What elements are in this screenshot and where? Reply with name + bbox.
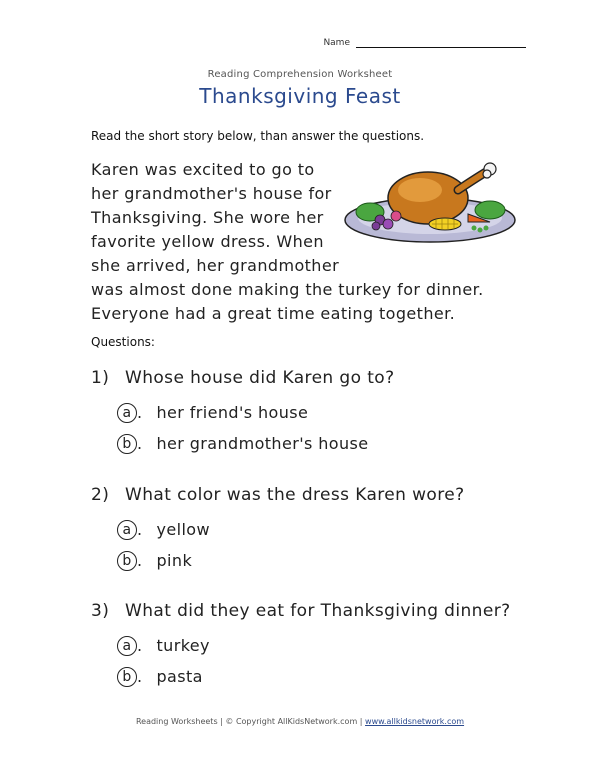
roast-turkey-platter-icon (340, 160, 520, 250)
question-3 (91, 601, 531, 692)
answer-letter-circle[interactable]: b (117, 667, 137, 687)
story-line: was almost done making the turkey for dinner. (91, 280, 484, 299)
answer-text: her friend's house (156, 403, 309, 422)
story-line: her grandmother's house for (91, 184, 332, 203)
name-label: Name (323, 38, 350, 48)
story-line: Karen was excited to go to (91, 160, 315, 179)
answer-letter-circle[interactable]: a (117, 636, 137, 656)
answer-letter-circle[interactable]: b (117, 551, 137, 571)
answer-letter-circle[interactable]: b (117, 434, 137, 454)
question-number: 2) (91, 485, 110, 505)
answer-text: pasta (156, 667, 203, 686)
question-2 (91, 485, 531, 576)
story-line: Everyone had a great time eating together. (91, 304, 456, 323)
question-number: 1) (91, 368, 110, 388)
questions-label: Questions: (91, 335, 155, 349)
answer-option[interactable]: b . pink (117, 545, 531, 576)
question-1 (91, 368, 531, 459)
answer-option[interactable]: b . her grandmother's house (117, 428, 531, 459)
answer-text: yellow (156, 520, 210, 539)
footer-link[interactable]: www.allkidsnetwork.com (365, 717, 465, 726)
worksheet-subtitle: Reading Comprehension Worksheet (207, 69, 393, 80)
answer-option[interactable]: b . pasta (117, 661, 531, 692)
question-number: 3) (91, 601, 110, 621)
question-text: What color was the dress Karen wore? (125, 485, 465, 505)
instructions: Read the short story below, than answer the questions. (91, 129, 425, 143)
answer-text: her grandmother's house (156, 434, 369, 453)
story-line: she arrived, her grandmother (91, 256, 340, 275)
page-title: Thanksgiving Feast (199, 84, 401, 108)
story-line: favorite yellow dress. When (91, 232, 324, 251)
answer-letter-circle[interactable]: a (117, 403, 137, 423)
name-line[interactable] (356, 39, 526, 48)
answer-letter-circle[interactable]: a (117, 520, 137, 540)
footer-text: Reading Worksheets | © Copyright AllKidsNetwork.com | (135, 717, 363, 726)
question-text: Whose house did Karen go to? (125, 368, 395, 388)
answer-option[interactable]: a . turkey (117, 630, 531, 661)
footer (0, 717, 600, 726)
name-row (323, 38, 526, 48)
answer-option[interactable]: a . yellow (117, 514, 531, 545)
story-line: Thanksgiving. She wore her (91, 208, 324, 227)
answer-text: pink (156, 551, 193, 570)
answer-text: turkey (156, 636, 210, 655)
answer-option[interactable]: a . her friend's house (117, 397, 531, 428)
question-text: What did they eat for Thanksgiving dinner? (125, 601, 511, 621)
